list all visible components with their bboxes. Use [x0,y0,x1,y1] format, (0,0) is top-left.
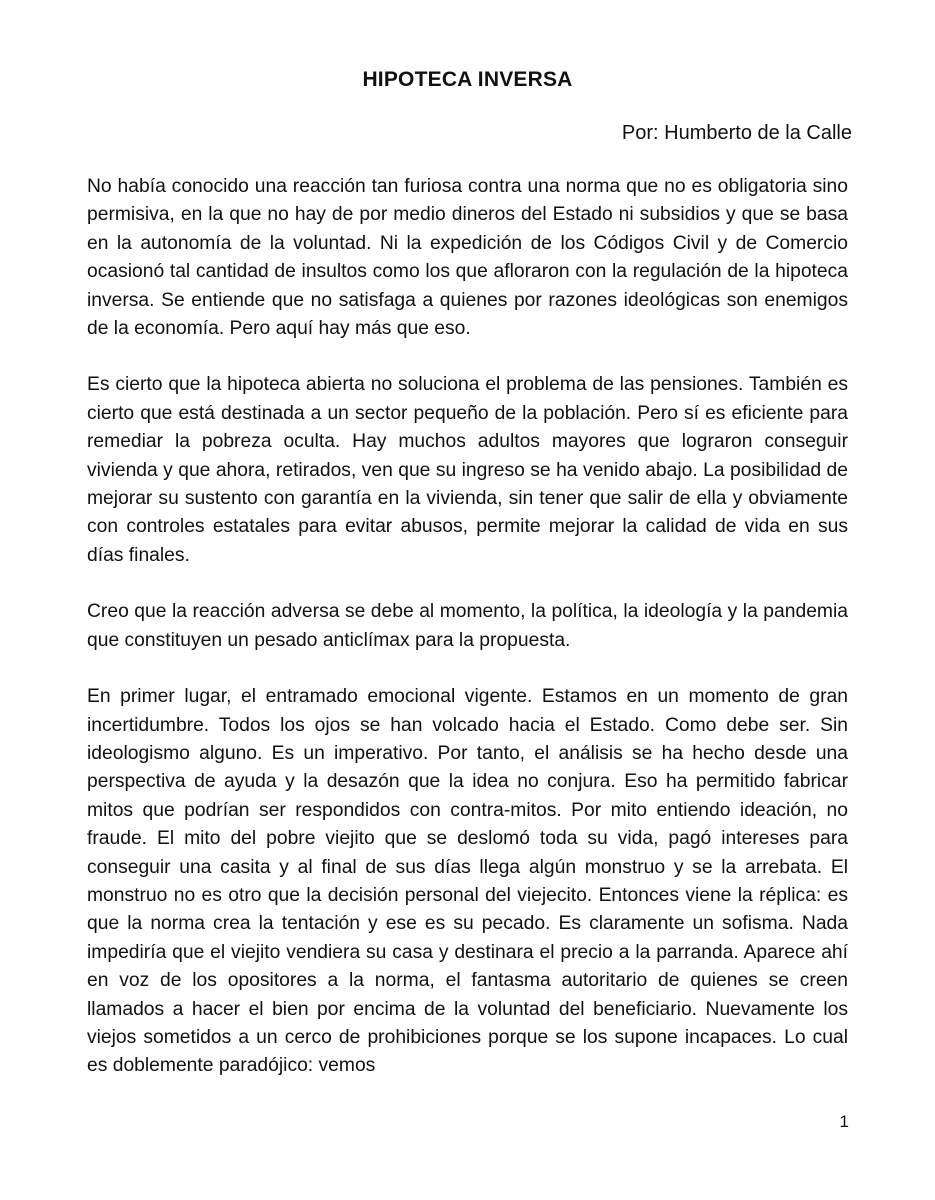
document-body [87,173,848,1109]
document-title: HIPOTECA INVERSA [362,68,573,91]
author-byline: Por: Humberto de la Calle [621,122,852,144]
page-number: 1 [839,1112,849,1131]
paragraph-4: En primer lugar, el entramado emocional vigente. Estamos en un momento de gran incertidumbre. Todos los ojos se han volcado hacia el Estado. Como debe ser. Sin ideologismo alguno. Es un imperativo. Por tanto, el análisis se ha hecho desde una perspectiva de ayuda y la desazón que la idea no conjura. Eso ha permitido fabricar mitos que podrían ser respondidos con contra-mitos. Por mito entiendo ideación, no fraude. El mito del pobre viejito que se deslomó toda su vida, pagó intereses para conseguir una casita y al final de sus días llega algún monstruo y se la arrebata. El monstruo no es otro que la decisión personal del viejecito. Entonces viene la réplica: es que la norma crea la tentación y ese es su pecado. Es claramente un sofisma. Nada impediría que el viejito vendiera su casa y destinara el precio a la parranda. Aparece ahí en voz de los opositores a la norma, el fantasma autoritario de quienes se creen llamados a hacer el bien por encima de la voluntad del beneficiario. Nuevamente los viejos sometidos a un cerco de prohibiciones porque se los supone incapaces. Lo cual es doblemente paradójico: vemos [87,686,848,1077]
paragraph-3: Creo que la reacción adversa se debe al momento, la política, la ideología y la pandemia que constituyen un pesado anticlímax para la propuesta. [87,601,848,651]
paragraph-2: Es cierto que la hipoteca abierta no soluciona el problema de las pensiones. También es cierto que está destinada a un sector pequeño de la población. Pero sí es eficiente para remediar la pobreza oculta. Hay muchos adultos mayores que lograron conseguir vivienda y que ahora, retirados, ven que su ingreso se ha venido abajo. La posibilidad de mejorar su sustento con garantía en la vivienda, sin tener que salir de ella y obviamente con controles estatales para evitar abusos, permite mejorar la calidad de vida en sus días finales. [87,374,848,566]
paragraph-1: No había conocido una reacción tan furiosa contra una norma que no es obligatoria sino permisiva, en la que no hay de por medio dineros del Estado ni subsidios y que se basa en la autonomía de la voluntad. Ni la expedición de los Códigos Civil y de Comercio ocasionó tal cantidad de insultos como los que afloraron con la regulación de la hipoteca inversa. Se entiende que no satisfaga a quienes por razones ideológicas son enemigos de la economía. Pero aquí hay más que eso. [87,176,848,340]
